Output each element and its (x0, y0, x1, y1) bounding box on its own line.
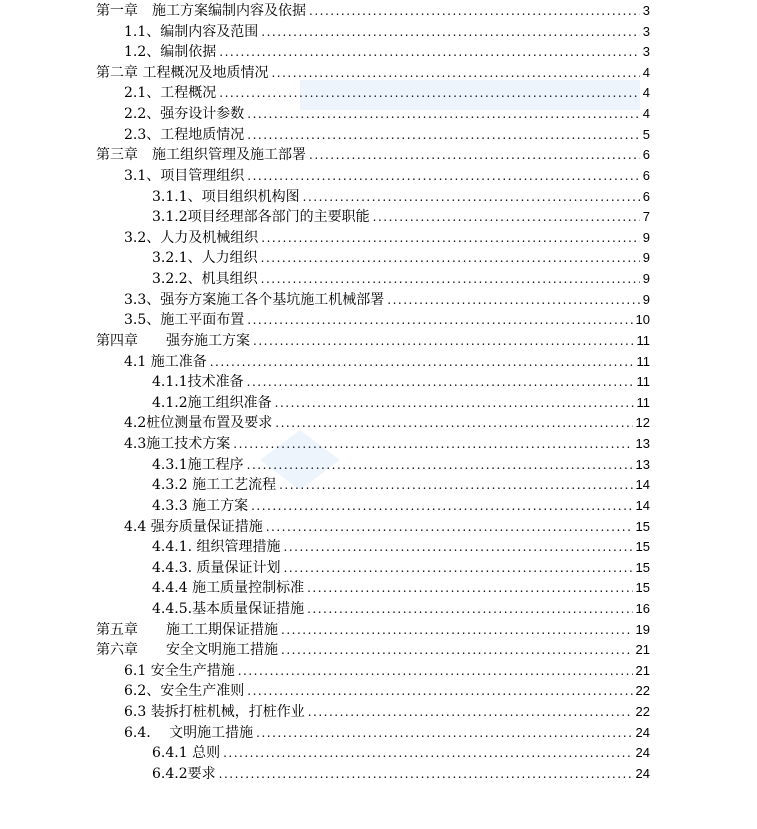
toc-entry-title: 3.2.2、机具组织 (152, 271, 258, 288)
toc-entry[interactable] (124, 83, 650, 103)
toc-dot-leader (307, 578, 632, 598)
toc-entry-page-number: 21 (635, 642, 650, 658)
toc-dot-leader (308, 702, 633, 722)
toc-entry-page-number: 22 (635, 704, 650, 720)
toc-entry-page-number: 6 (642, 188, 650, 204)
toc-entry[interactable] (124, 702, 650, 722)
toc-entry-page-number: 15 (635, 559, 650, 575)
toc-entry-page-number: 7 (642, 209, 650, 225)
toc-entry-page-number: 14 (635, 497, 650, 513)
toc-entry-title: 2.1、工程概况 (124, 85, 217, 102)
toc-entry-title: 6.4.1 总则 (152, 745, 221, 762)
toc-entry-title: 4.2桩位测量布置及要求 (124, 415, 273, 432)
toc-entry-title: 第二章 工程概况及地质情况 (96, 64, 269, 81)
toc-entry-page-number: 21 (635, 662, 650, 678)
toc-entry-title: 4.1.1技术准备 (152, 374, 244, 391)
toc-entry[interactable] (124, 310, 650, 330)
toc-entry-page-number: 22 (635, 683, 650, 699)
toc-entry[interactable] (152, 187, 650, 207)
toc-entry-page-number: 15 (635, 518, 650, 534)
toc-dot-leader (247, 372, 634, 392)
toc-entry-page-number: 11 (636, 353, 650, 369)
toc-dot-leader (266, 517, 633, 537)
toc-dot-leader (223, 743, 632, 763)
toc-entry-page-number: 9 (642, 250, 650, 266)
toc-dot-leader (281, 620, 633, 640)
toc-entry[interactable] (152, 372, 650, 392)
toc-entry-title: 6.2、安全生产准则 (124, 683, 245, 700)
toc-dot-leader (247, 681, 632, 701)
toc-entry-title: 第六章 安全文明施工措施 (96, 642, 278, 659)
toc-entry-title: 6.4. 文明施工措施 (124, 724, 254, 741)
toc-dot-leader (251, 496, 632, 516)
toc-dot-leader (247, 455, 633, 475)
toc-entry-page-number: 6 (642, 167, 650, 183)
toc-entry-page-number: 11 (636, 374, 650, 390)
toc-entry-page-number: 14 (635, 477, 650, 493)
toc-entry-title: 4.3.2 施工工艺流程 (152, 477, 277, 494)
toc-entry-title: 4.4 强夯质量保证措施 (124, 518, 263, 535)
toc-entry-title: 4.1 施工准备 (124, 353, 207, 370)
toc-entry[interactable] (152, 537, 650, 557)
toc-entry-page-number: 24 (635, 745, 650, 761)
toc-entry-title: 第五章 施工工期保证措施 (96, 621, 278, 638)
toc-entry-title: 4.3施工技术方案 (124, 436, 231, 453)
toc-entry-title: 3.1.2项目经理部各部门的主要职能 (152, 209, 370, 226)
toc-dot-leader (261, 228, 640, 248)
toc-dot-leader (219, 42, 640, 62)
toc-entry-page-number: 4 (642, 106, 650, 122)
toc-entry-title: 4.4.4 施工质量控制标准 (152, 580, 305, 597)
toc-entry[interactable] (124, 166, 650, 186)
toc-entry[interactable] (152, 764, 650, 784)
toc-entry[interactable] (152, 578, 650, 598)
toc-entry-title: 1.2、编制依据 (124, 44, 217, 61)
toc-entry[interactable] (96, 1, 650, 21)
toc-entry-page-number: 13 (635, 436, 650, 452)
toc-dot-leader (256, 723, 632, 743)
toc-dot-leader (253, 331, 634, 351)
toc-entry-title: 4.4.5.基本质量保证措施 (152, 600, 305, 617)
toc-dot-leader (247, 166, 640, 186)
toc-entry[interactable] (152, 207, 650, 227)
toc-entry[interactable] (96, 63, 650, 83)
toc-entry[interactable] (124, 228, 650, 248)
toc-entry[interactable] (96, 145, 650, 165)
toc-entry-page-number: 10 (635, 312, 650, 328)
toc-entry[interactable] (96, 620, 650, 640)
toc-entry-title: 3.2、人力及机械组织 (124, 229, 259, 246)
toc-entry-page-number: 11 (636, 394, 650, 410)
toc-entry-page-number: 24 (635, 724, 650, 740)
toc-entry-title: 4.1.2施工组织准备 (152, 394, 272, 411)
toc-dot-leader (284, 558, 633, 578)
toc-entry-title: 4.3.3 施工方案 (152, 497, 249, 514)
toc-dot-leader (261, 269, 640, 289)
toc-entry-page-number: 3 (642, 44, 650, 60)
toc-entry-page-number: 3 (642, 3, 650, 18)
toc-entry-page-number: 11 (636, 332, 650, 348)
toc-entry-title: 3.5、施工平面布置 (124, 312, 245, 329)
toc-entry[interactable] (124, 290, 650, 310)
toc-dot-leader (303, 187, 640, 207)
toc-entry-title: 3.3、强夯方案施工各个基坑施工机械部署 (124, 291, 385, 308)
toc-entry[interactable] (124, 723, 650, 743)
toc-dot-leader (261, 22, 640, 42)
toc-entry-page-number: 3 (642, 23, 650, 39)
toc-entry-title: 6.3 装拆打桩机械，打桩作业 (124, 704, 305, 721)
toc-entry-page-number: 9 (642, 271, 650, 287)
toc-entry[interactable] (152, 558, 650, 578)
toc-entry-page-number: 9 (642, 291, 650, 307)
toc-dot-leader (373, 207, 640, 227)
toc-dot-leader (238, 661, 633, 681)
toc-entry[interactable] (124, 104, 650, 124)
toc-dot-leader (247, 310, 632, 330)
toc-entry-page-number: 4 (642, 85, 650, 101)
toc-dot-leader (219, 764, 633, 784)
toc-entry-page-number: 13 (635, 456, 650, 472)
toc-dot-leader (309, 145, 640, 165)
toc-entry-title: 第一章 施工方案编制内容及依据 (96, 3, 306, 19)
toc-entry[interactable] (152, 455, 650, 475)
toc-entry-title: 第三章 施工组织管理及施工部署 (96, 147, 306, 164)
toc-entry-page-number: 15 (635, 580, 650, 596)
toc-dot-leader (219, 83, 640, 103)
toc-dot-leader (284, 537, 633, 557)
toc-entry[interactable] (152, 496, 650, 516)
toc-dot-leader (279, 475, 632, 495)
toc-entry[interactable] (152, 475, 650, 495)
toc-entry[interactable] (152, 393, 650, 413)
toc-dot-leader (307, 599, 632, 619)
toc-entry-page-number: 4 (642, 64, 650, 80)
toc-entry-page-number: 19 (635, 621, 650, 637)
toc-dot-leader (387, 290, 640, 310)
toc-entry-title: 4.4.1. 组织管理措施 (152, 539, 281, 556)
toc-entry[interactable] (124, 413, 650, 433)
toc-entry-title: 6.1 安全生产措施 (124, 662, 235, 679)
toc-entry-page-number: 9 (642, 229, 650, 245)
toc-entry-title: 第四章 强夯施工方案 (96, 332, 250, 349)
toc-entry[interactable] (124, 434, 650, 454)
toc-dot-leader (247, 104, 640, 124)
toc-entry-page-number: 12 (635, 415, 650, 431)
toc-entry[interactable] (152, 599, 650, 619)
toc-entry[interactable] (124, 352, 650, 372)
toc-entry[interactable] (96, 331, 650, 351)
toc-entry[interactable] (124, 125, 650, 145)
toc-dot-leader (271, 63, 639, 83)
toc-dot-leader (275, 413, 632, 433)
toc-entry-page-number: 15 (635, 539, 650, 555)
toc-dot-leader (281, 640, 633, 660)
toc-entry[interactable] (124, 661, 650, 681)
toc-entry-title: 2.2、强夯设计参数 (124, 106, 245, 123)
toc-entry-title: 3.2.1、人力组织 (152, 250, 258, 267)
toc-entry-title: 4.3.1施工程序 (152, 456, 244, 473)
toc-entry-title: 1.1、编制内容及范围 (124, 23, 259, 40)
toc-dot-leader (275, 393, 634, 413)
toc-entry[interactable] (152, 248, 650, 268)
toc-entry-title: 6.4.2要求 (152, 765, 216, 782)
toc-entry[interactable] (124, 681, 650, 701)
toc-dot-leader (210, 352, 634, 372)
toc-entry-page-number: 6 (642, 147, 650, 163)
toc-dot-leader (261, 248, 640, 268)
toc-entry-page-number: 5 (642, 126, 650, 142)
toc-entry[interactable] (152, 269, 650, 289)
toc-entry-page-number: 16 (635, 600, 650, 616)
toc-dot-leader (247, 125, 640, 145)
toc-entry-title: 3.1、项目管理组织 (124, 167, 245, 184)
toc-entry[interactable] (152, 743, 650, 763)
toc-entry-title: 3.1.1、项目组织机构图 (152, 188, 300, 205)
toc-entry[interactable] (124, 22, 650, 42)
toc-entry-title: 4.4.3. 质量保证计划 (152, 559, 281, 576)
toc-dot-leader (309, 1, 640, 21)
toc-entry[interactable] (124, 42, 650, 62)
toc-entry-title: 2.3、工程地质情况 (124, 126, 245, 143)
toc-entry[interactable] (124, 517, 650, 537)
toc-entry-page-number: 24 (635, 765, 650, 781)
toc-dot-leader (233, 434, 632, 454)
toc-entry[interactable] (96, 640, 650, 660)
